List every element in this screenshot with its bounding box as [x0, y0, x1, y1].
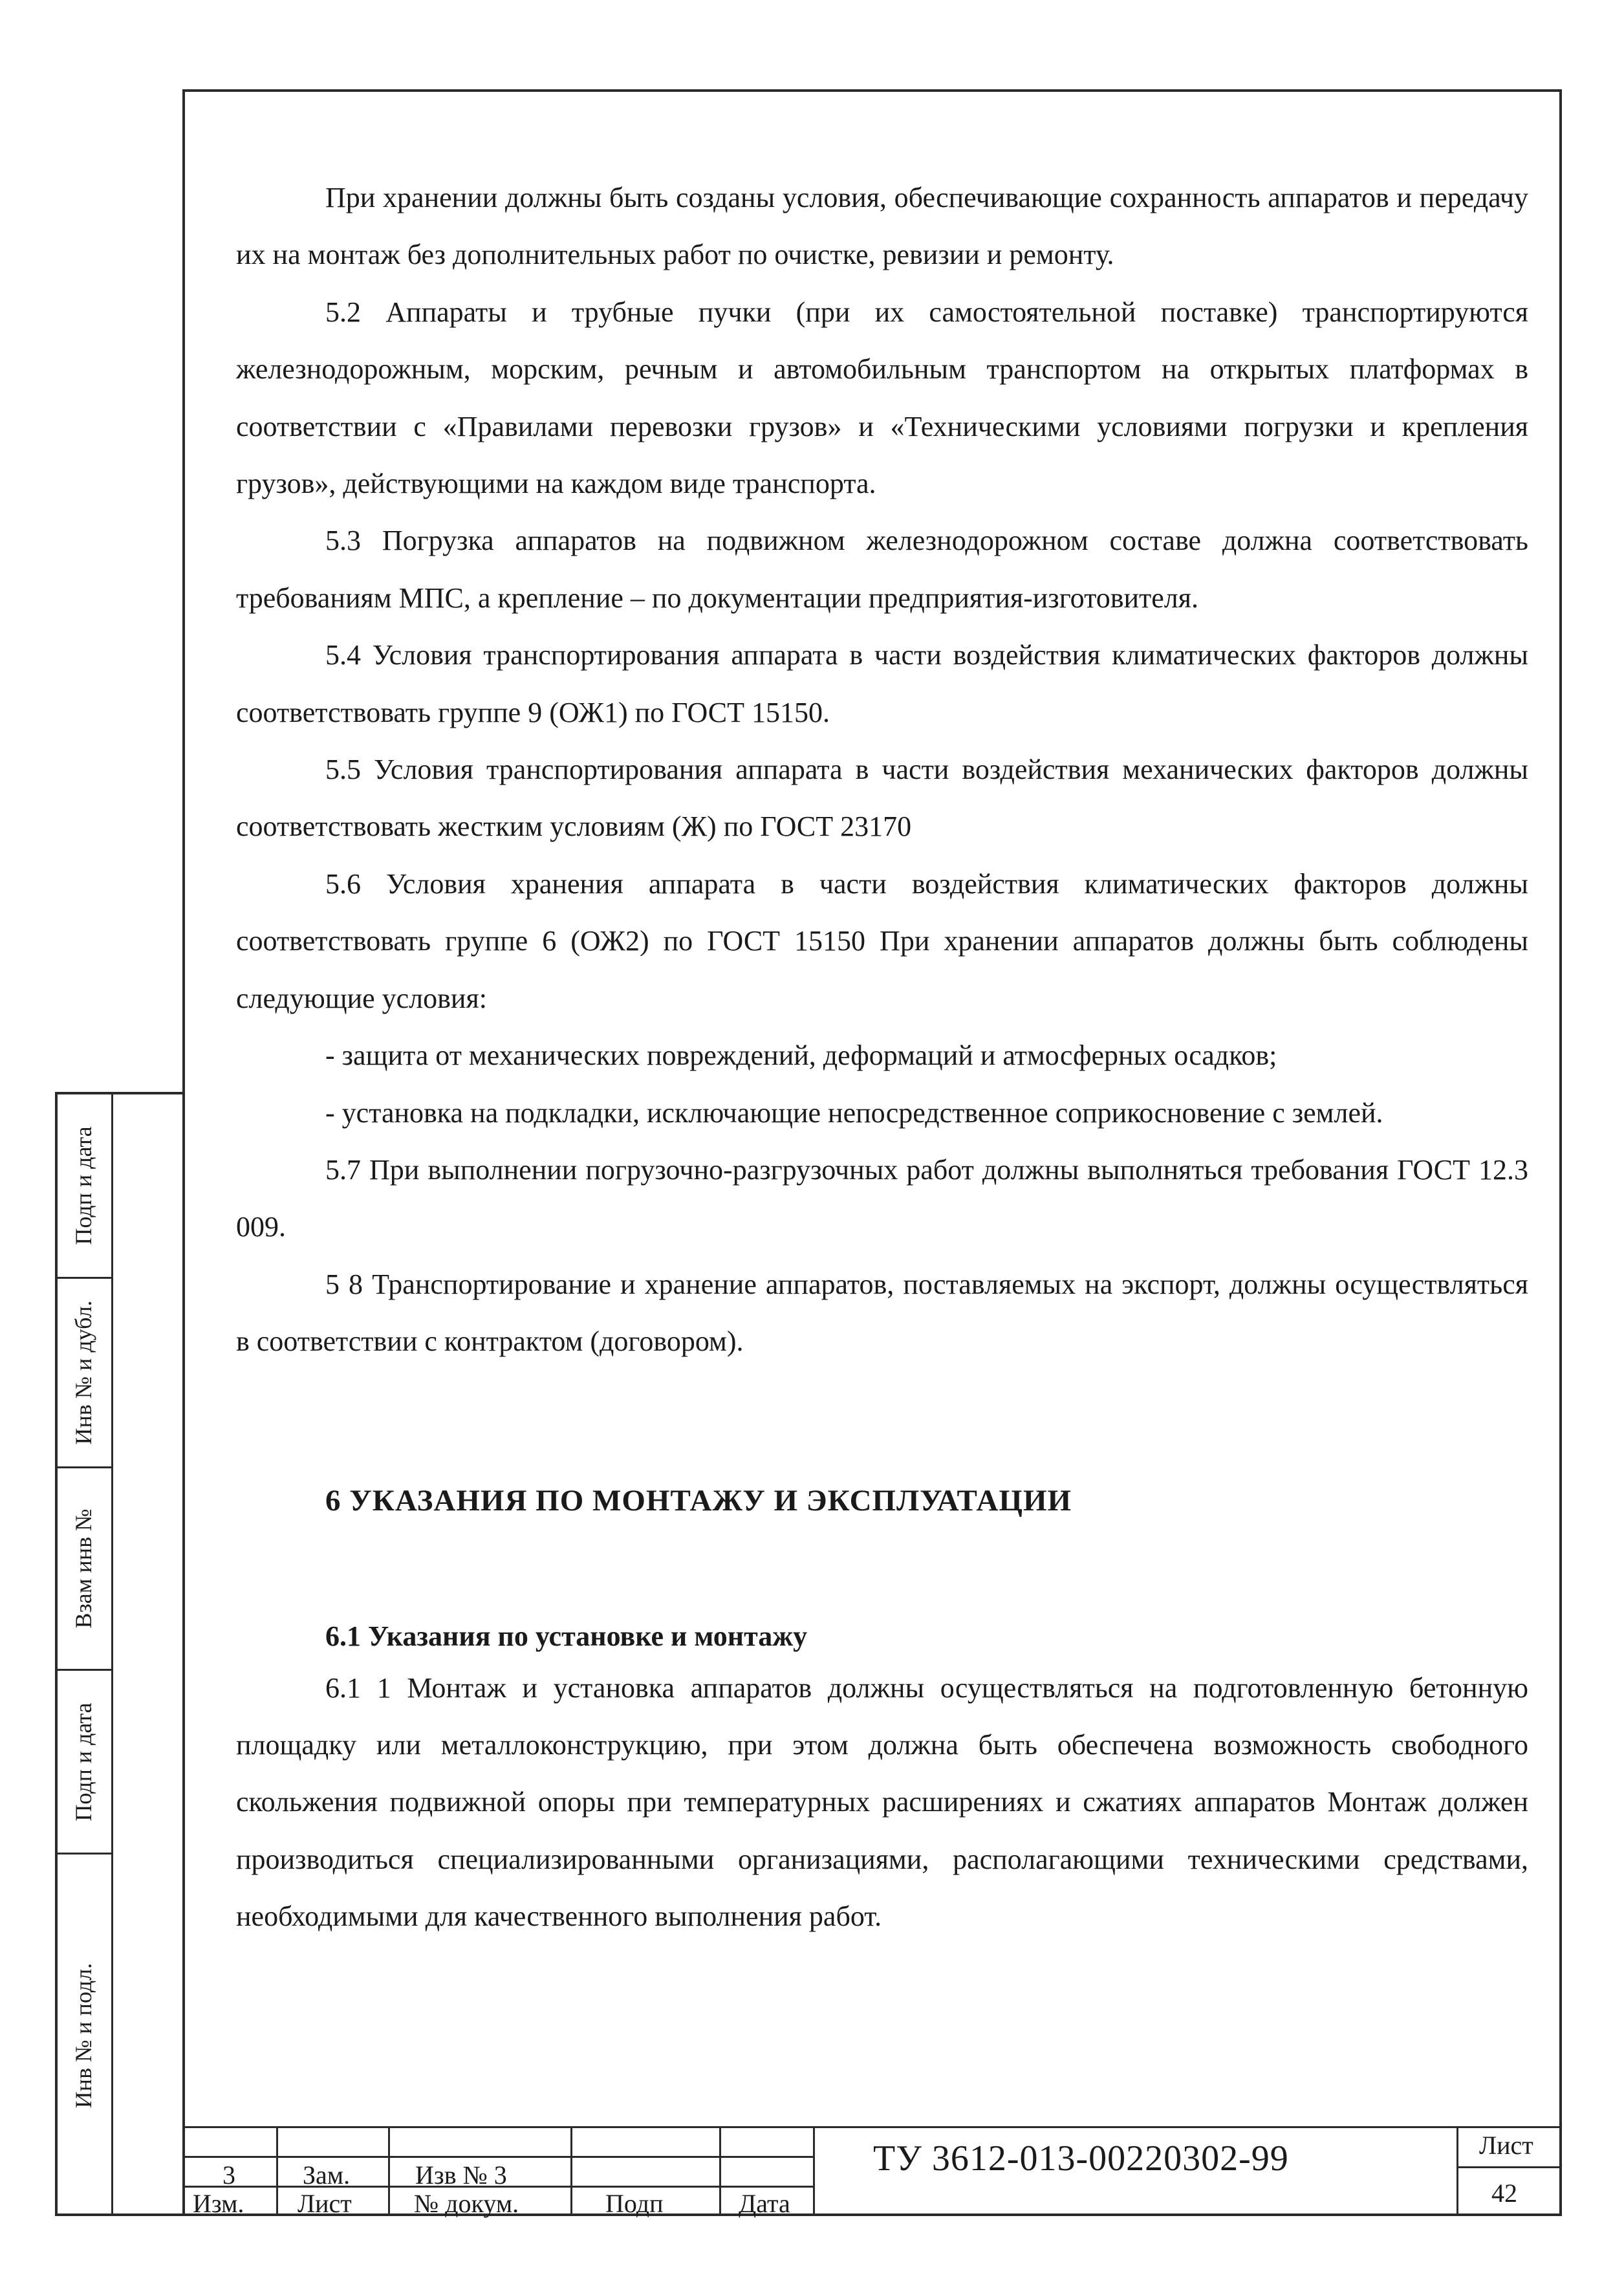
paragraph-storage: При хранении должны быть созданы условия, обеспечивающие сохранность аппаратов и передачу их на монтаж без дополнительных работ по очистке, ревизии и ремонту.: [236, 182, 1528, 271]
tb-header-sign: Подп: [605, 2189, 664, 2218]
side-label: Взам инв №: [70, 1508, 96, 1629]
tb-change-num: 3: [222, 2160, 235, 2190]
tb-sheet-number: 42: [1491, 2179, 1517, 2208]
tb-header-doc: № докум.: [414, 2189, 519, 2218]
tb-header-list: Лист: [298, 2189, 352, 2218]
document-code: ТУ 3612-013-00220302-99: [873, 2138, 1289, 2179]
side-label: Подп и дата: [70, 1702, 96, 1822]
paragraph-5-3: 5.3 Погрузка аппаратов на подвижном железнодорожном составе должна соответствовать требованиям МПС, а крепление – по документации предприятия-изготовителя.: [236, 525, 1528, 614]
side-stamp: [55, 1092, 182, 2216]
document-body: [236, 169, 1528, 1946]
list-item: - установка на подкладки, исключающие непосредственное соприкосновение с землей.: [325, 1096, 1383, 1129]
side-cell-original-inv: [55, 1853, 113, 2216]
paragraph-5-6: 5.6 Условия хранения аппарата в части воздействия климатических факторов должны соответствовать группе 6 (ОЖ2) по ГОСТ 15150 При хранении аппаратов должны быть соблюдены следующие условия:: [236, 867, 1528, 1014]
tb-v4: [719, 2126, 721, 2216]
tb-v6: [1456, 2126, 1458, 2216]
tb-v0: [182, 2126, 184, 2216]
paragraph-5-5: 5.5 Условия транспортирования аппарата в части воздействия механических факторов должны соответствовать жестким условиям (Ж) по ГОСТ 23170: [236, 754, 1528, 843]
paragraph-5-7: 5.7 При выполнении погрузочно-разгрузочных работ должны выполняться требования ГОСТ 12.3 009.: [236, 1153, 1528, 1243]
side-cell-dup-inv: [55, 1277, 113, 1466]
side-cell-sign-date: [55, 1092, 113, 1277]
tb-header-date: Дата: [739, 2189, 790, 2218]
list-item: - защита от механических повреждений, деформаций и атмосферных осадков;: [325, 1039, 1277, 1072]
paragraph-5-8: 5 8 Транспортирование и хранение аппаратов, поставляемых на экспорт, должны осуществляться в соответствии с контрактом (договором).: [236, 1268, 1528, 1358]
side-label: Подп и дата: [70, 1126, 96, 1245]
section-heading: 6 УКАЗАНИЯ ПО МОНТАЖУ И ЭКСПЛУАТАЦИИ: [325, 1483, 1072, 1517]
title-block: [182, 2126, 1562, 2216]
subsection-heading: 6.1 Указания по установке и монтажу: [325, 1620, 808, 1652]
side-cell-replace-inv: [55, 1466, 113, 1669]
side-label: Инв № и дубл.: [70, 1300, 96, 1445]
paragraph-6-1-1: 6.1 1 Монтаж и установка аппаратов должны осуществляться на подготовленную бетонную площадку или металлоконструкцию, при этом должна быть обеспечена возможность свободного скольжения подвижной опоры при температурных расширениях и сжатиях аппаратов Монтаж должен производиться специализированными организациями, располагающими техническими средствами, необходимыми для качественного выполнения работ.: [236, 1671, 1528, 1933]
tb-change-type: Зам.: [303, 2160, 351, 2190]
tb-sheet-line: [1456, 2166, 1562, 2168]
side-label: Инв № и подл.: [70, 1963, 96, 2108]
tb-sheet-label: Лист: [1479, 2131, 1533, 2160]
paragraph-5-2: 5.2 Аппараты и трубные пучки (при их самостоятельной поставке) транспортируются железнодорожным, морским, речным и автомобильным транспортом на открытых платформах в соответствии с «Правилами перевозки грузов» и «Техническими условиями погрузки и крепления грузов», действующими на каждом виде транспорта.: [236, 296, 1528, 500]
tb-change-doc: Изв № 3: [415, 2160, 507, 2190]
paragraph-5-4: 5.4 Условия транспортирования аппарата в части воздействия климатических факторов должны соответствовать группе 9 (ОЖ1) по ГОСТ 15150.: [236, 639, 1528, 728]
side-cell-sign-date-2: [55, 1669, 113, 1853]
tb-v2: [388, 2126, 390, 2216]
tb-v3: [570, 2126, 572, 2216]
tb-header-izm: Изм.: [193, 2189, 244, 2218]
tb-v5: [813, 2126, 815, 2216]
tb-v1: [276, 2126, 278, 2216]
